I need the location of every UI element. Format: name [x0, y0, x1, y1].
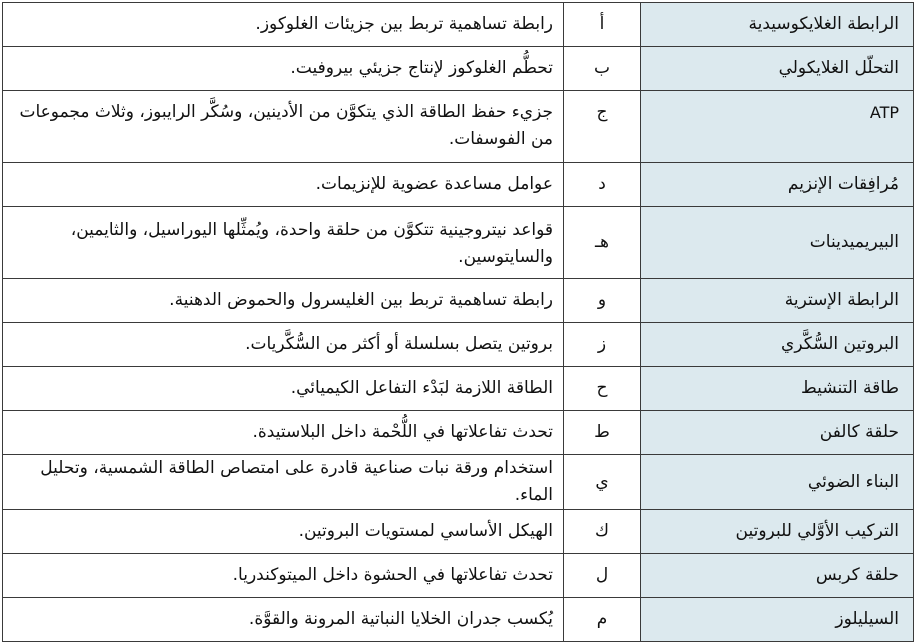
definition-cell: جزيء حفظ الطاقة الذي يتكوَّن من الأدينين، وسُكَّر الرايبوز، وثلاث مجموعات من الفوسفات. [3, 91, 564, 163]
table-row [3, 510, 914, 554]
definition-cell: عوامل مساعدة عضوية للإنزيمات. [3, 163, 564, 207]
term-cell: الرابطة الغلايكوسيدية [641, 3, 914, 47]
definition-cell: الهيكل الأساسي لمستويات البروتين. [3, 510, 564, 554]
letter-cell: ح [564, 367, 641, 411]
term-cell: التركيب الأوَّلي للبروتين [641, 510, 914, 554]
letter-cell: ط [564, 411, 641, 455]
letter-cell: أ [564, 3, 641, 47]
table-row [3, 598, 914, 642]
table-row [3, 323, 914, 367]
table-row [3, 411, 914, 455]
definition-cell: تحدث تفاعلاتها في الحشوة داخل الميتوكندريا. [3, 554, 564, 598]
term-cell: ATP [641, 91, 914, 163]
definition-cell: رابطة تساهمية تربط بين الغليسرول والحموض الدهنية. [3, 279, 564, 323]
letter-cell: ج [564, 91, 641, 163]
definition-cell: الطاقة اللازمة لبَدْء التفاعل الكيميائي. [3, 367, 564, 411]
definition-cell: تحدث تفاعلاتها في اللُّحْمة داخل البلاستيدة. [3, 411, 564, 455]
definition-cell: قواعد نيتروجينية تتكوَّن من حلقة واحدة، ويُمثِّلها اليوراسيل، والثايمين، والسايتوسين. [3, 207, 564, 279]
table-row [3, 91, 914, 163]
definition-cell: بروتين يتصل بسلسلة أو أكثر من السُّكَّريات. [3, 323, 564, 367]
letter-cell: ي [564, 455, 641, 510]
term-cell: البيريميدينات [641, 207, 914, 279]
term-cell: مُرافِقات الإنزيم [641, 163, 914, 207]
matching-table-container [2, 2, 914, 642]
letter-cell: د [564, 163, 641, 207]
definition-cell: تحطُّم الغلوكوز لإنتاج جزيئي بيروفيت. [3, 47, 564, 91]
term-cell: البناء الضوئي [641, 455, 914, 510]
definition-cell: رابطة تساهمية تربط بين جزيئات الغلوكوز. [3, 3, 564, 47]
term-cell: السيليلوز [641, 598, 914, 642]
term-cell: حلقة كالفن [641, 411, 914, 455]
letter-cell: م [564, 598, 641, 642]
table-row [3, 367, 914, 411]
term-cell: حلقة كربس [641, 554, 914, 598]
term-cell: البروتين السُّكَّري [641, 323, 914, 367]
term-cell: التحلّل الغلايكولي [641, 47, 914, 91]
table-row [3, 3, 914, 47]
letter-cell: ز [564, 323, 641, 367]
definition-cell: استخدام ورقة نبات صناعية قادرة على امتصاص الطاقة الشمسية، وتحليل الماء. [3, 455, 564, 510]
letter-cell: ل [564, 554, 641, 598]
definition-cell: يُكسب جدران الخلايا النباتية المرونة والقوَّة. [3, 598, 564, 642]
table-row [3, 455, 914, 510]
letter-cell: هـ [564, 207, 641, 279]
table-row [3, 279, 914, 323]
table-row [3, 163, 914, 207]
letter-cell: ب [564, 47, 641, 91]
term-cell: طاقة التنشيط [641, 367, 914, 411]
table-row [3, 554, 914, 598]
letter-cell: و [564, 279, 641, 323]
term-cell: الرابطة الإسترية [641, 279, 914, 323]
table-row [3, 47, 914, 91]
letter-cell: ك [564, 510, 641, 554]
matching-table [2, 2, 914, 642]
table-row [3, 207, 914, 279]
